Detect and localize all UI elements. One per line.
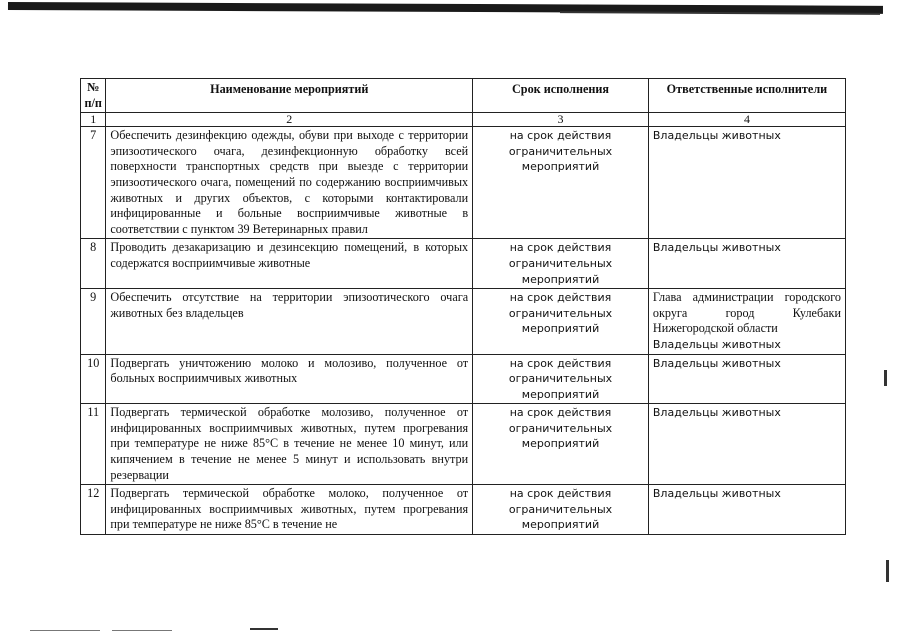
row-action: Обеспечить отсутствие на территории эпизоотического очага животных без владельцев xyxy=(106,289,473,354)
row-number: 11 xyxy=(81,404,106,485)
column-number: 3 xyxy=(473,113,649,127)
column-number: 2 xyxy=(106,113,473,127)
table-row xyxy=(81,127,846,239)
table-header-row xyxy=(81,79,846,113)
header-term: Срок исполнения xyxy=(473,79,649,113)
column-number: 1 xyxy=(81,113,106,127)
row-action: Подвергать термической обработке молоко, полученное от инфицированных восприимчивых животных, путем прогревания при температуре не ниже 85°С в течение не xyxy=(106,485,473,535)
document-page xyxy=(80,78,846,535)
scan-artifact xyxy=(112,630,172,631)
header-number: № п/п xyxy=(81,79,106,113)
row-term: на срок действия ограничительных мероприятий xyxy=(473,239,649,289)
row-term: на срок действия ограничительных мероприятий xyxy=(473,485,649,535)
table-row xyxy=(81,404,846,485)
row-action: Обеспечить дезинфекцию одежды, обуви при выходе с территории эпизоотического очага, дезинфекционную обработку всей поверхности транспортных средств при выезде с территории эпизоотического очага, помещений по содержанию восприимчивых животных и других объектов, с которыми контактировали инфицированные и больные восприимчивые животные в соответствии с пунктом 39 Ветеринарных правил xyxy=(106,127,473,239)
row-action: Подвергать уничтожению молоко и молозиво, полученное от больных восприимчивых животных xyxy=(106,354,473,404)
row-term: на срок действия ограничительных мероприятий xyxy=(473,127,649,239)
row-term: на срок действия ограничительных мероприятий xyxy=(473,354,649,404)
row-term: на срок действия ограничительных мероприятий xyxy=(473,404,649,485)
scan-artifact xyxy=(250,628,278,630)
row-responsible: Владельцы животных xyxy=(648,485,845,535)
table-row xyxy=(81,289,846,354)
header-action: Наименование мероприятий xyxy=(106,79,473,113)
responsible-owners: Владельцы животных xyxy=(652,337,781,351)
header-responsible: Ответственные исполнители xyxy=(648,79,845,113)
row-action: Проводить дезакаризацию и дезинсекцию помещений, в которых содержатся восприимчивые животные xyxy=(106,239,473,289)
row-number: 10 xyxy=(81,354,106,404)
row-number: 7 xyxy=(81,127,106,239)
row-responsible: Владельцы животных xyxy=(648,127,845,239)
row-responsible: Владельцы животных xyxy=(648,354,845,404)
scan-artifact xyxy=(884,370,887,386)
row-number: 9 xyxy=(81,289,106,354)
scan-edge-line xyxy=(560,11,880,15)
table-row xyxy=(81,239,846,289)
row-number: 12 xyxy=(81,485,106,535)
table-row xyxy=(81,485,846,535)
row-action: Подвергать термической обработке молозиво, полученное от инфицированных восприимчивых животных, путем прогревания при температуре не ниже 85°С в течение не менее 10 минут, или кипячением в течение не менее 5 минут и использовать внутри резервации xyxy=(106,404,473,485)
row-term: на срок действия ограничительных мероприятий xyxy=(473,289,649,354)
responsible-head-of-administration: Глава администрации городского округа город Кулебаки Нижегородской области xyxy=(652,290,841,336)
column-number: 4 xyxy=(648,113,845,127)
row-responsible: Владельцы животных xyxy=(648,404,845,485)
row-number: 8 xyxy=(81,239,106,289)
column-number-row xyxy=(81,113,846,127)
table-row xyxy=(81,354,846,404)
row-responsible: Владельцы животных xyxy=(648,239,845,289)
row-responsible xyxy=(648,289,845,354)
scan-artifact xyxy=(886,560,889,582)
scan-artifact xyxy=(30,630,100,631)
measures-table xyxy=(80,78,846,535)
